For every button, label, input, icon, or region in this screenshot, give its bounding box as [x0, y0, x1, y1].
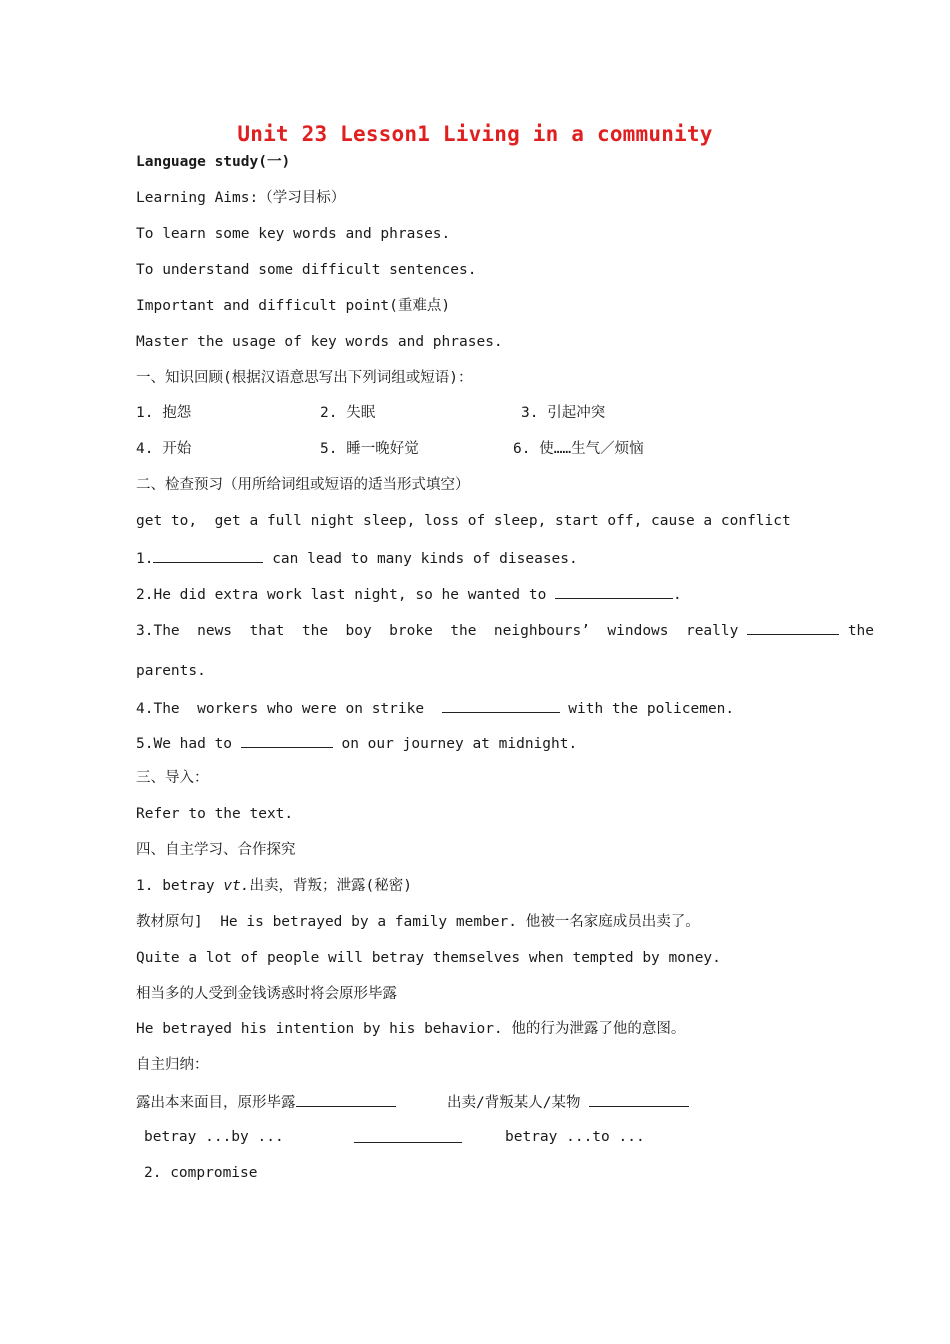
- preview-sentence-2: [136, 583, 682, 605]
- answer-blank-2[interactable]: [555, 583, 673, 599]
- summary-item-4: betray ...to ...: [505, 1129, 645, 1145]
- summary-blank-2[interactable]: [589, 1091, 689, 1107]
- s3-suffix: the: [839, 623, 875, 639]
- example-1: 教材原句] He is betrayed by a family member. 他被一名家庭成员出卖了。: [136, 914, 700, 930]
- s5-suffix: on our journey at midnight.: [332, 736, 578, 752]
- aims-item-2: To understand some difficult sentences.: [136, 262, 477, 278]
- answer-blank-1[interactable]: [153, 547, 263, 563]
- summary-blank-1[interactable]: [296, 1091, 396, 1107]
- subtitle: Language study(一): [136, 154, 291, 170]
- s4-prefix: 4.The workers who were on strike: [136, 701, 442, 717]
- summary-item-2: [447, 1091, 689, 1113]
- summary-item-1: [136, 1091, 396, 1113]
- review-q5: 5. 睡一晚好觉: [320, 441, 419, 457]
- aims-heading: Learning Aims:（学习目标）: [136, 190, 346, 206]
- preview-sentence-3: [136, 619, 875, 641]
- s1-suffix: can lead to many kinds of diseases.: [263, 551, 578, 567]
- s3-prefix: 3.The news that the boy broke the neighbours’ windows really: [136, 623, 748, 639]
- aims-item-1: To learn some key words and phrases.: [136, 226, 451, 242]
- word-1-meaning: 出卖，背叛；泄露(秘密): [249, 878, 412, 894]
- preview-sentence-4: [136, 697, 734, 719]
- answer-blank-5[interactable]: [241, 732, 333, 748]
- example-3: He betrayed his intention by his behavior. 他的行为泄露了他的意图。: [136, 1021, 686, 1037]
- preview-sentence-5: [136, 732, 577, 754]
- document-title: Unit 23 Lesson1 Living in a community: [237, 122, 713, 146]
- example-2-translation: 相当多的人受到金钱诱惑时将会原形毕露: [136, 986, 397, 1002]
- review-q2: 2. 失眠: [320, 405, 376, 421]
- word-1-pos: vt.: [223, 878, 250, 894]
- review-q4: 4. 开始: [136, 441, 192, 457]
- intro-heading: 三、导入：: [136, 770, 209, 786]
- example-2: Quite a lot of people will betray themselves when tempted by money.: [136, 950, 721, 966]
- summary-item-2-label: 出卖/背叛某人/某物: [447, 1095, 590, 1111]
- important-item-1: Master the usage of key words and phrases.: [136, 334, 503, 350]
- word-1-head: 1. betray: [136, 878, 224, 894]
- summary-item-1-label: 露出本来面目，原形毕露: [136, 1095, 296, 1111]
- s2-prefix: 2.He did extra work last night, so he wanted to: [136, 587, 556, 603]
- s2-suffix: .: [673, 587, 682, 603]
- summary-heading: 自主归纳：: [136, 1057, 209, 1073]
- summary-item-3: betray ...by ...: [144, 1129, 284, 1145]
- s4-suffix: with the policemen.: [559, 701, 735, 717]
- study-heading: 四、自主学习、合作探究: [136, 842, 296, 858]
- summary-blank-3-wrap: [354, 1127, 462, 1149]
- preview-heading: 二、检查预习（用所给词组或短语的适当形式填空）: [136, 477, 470, 493]
- word-2-entry: 2. compromise: [144, 1165, 258, 1181]
- review-q1: 1. 抱怨: [136, 405, 192, 421]
- preview-word-list: get to, get a full night sleep, loss of sleep, start off, cause a conflict: [136, 513, 791, 529]
- important-heading: Important and difficult point(重难点): [136, 298, 451, 314]
- preview-sentence-1: [136, 547, 578, 569]
- answer-blank-3[interactable]: [747, 619, 839, 635]
- summary-blank-3[interactable]: [354, 1127, 462, 1143]
- review-heading: 一、知识回顾(根据汉语意思写出下列词组或短语)：: [136, 370, 473, 386]
- preview-sentence-3-cont: parents.: [136, 663, 206, 679]
- s5-prefix: 5.We had to: [136, 736, 241, 752]
- word-1-entry: [136, 876, 412, 896]
- answer-blank-4[interactable]: [442, 697, 560, 713]
- intro-text: Refer to the text.: [136, 806, 294, 822]
- s1-prefix: 1.: [136, 551, 154, 567]
- review-q6: 6. 使……生气／烦恼: [513, 441, 644, 457]
- review-q3: 3. 引起冲突: [521, 405, 606, 421]
